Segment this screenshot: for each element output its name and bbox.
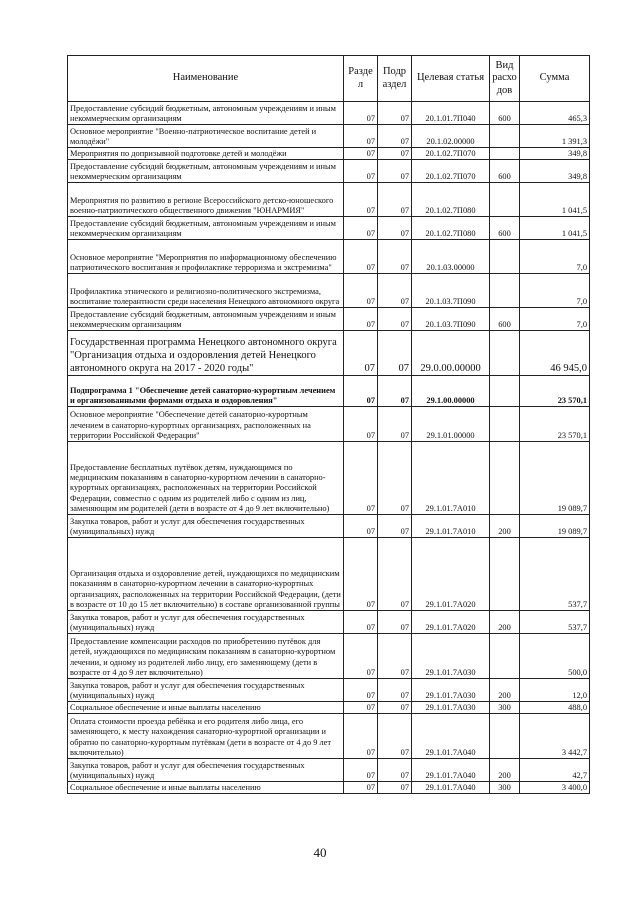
cell-expense-type: 200	[490, 515, 520, 538]
cell-section: 07	[344, 217, 378, 240]
cell-amount: 1 041,5	[520, 183, 590, 217]
cell-name: Подпрограмма 1 "Обеспечение детей санаторно-курортным лечением и организованными формами отдыха и оздоровления"	[68, 376, 344, 407]
cell-expense-type: 600	[490, 160, 520, 183]
cell-section: 07	[344, 515, 378, 538]
cell-section: 07	[344, 102, 378, 125]
cell-amount: 1 391,3	[520, 125, 590, 148]
cell-subsection: 07	[378, 148, 412, 160]
cell-target: 20.1.02.7П070	[412, 148, 490, 160]
table-row	[68, 759, 590, 782]
cell-section: 07	[344, 442, 378, 515]
header-section: Разде л	[344, 56, 378, 102]
cell-target: 20.1.02.7П080	[412, 217, 490, 240]
cell-expense-type	[490, 634, 520, 679]
cell-name: Профилактика этнического и религиозно-политического экстремизма, воспитание толерантности среди населения Ненецкого автономного округа	[68, 274, 344, 308]
cell-name: Предоставление субсидий бюджетным, автономным учреждениям и иным некоммерческим организациям	[68, 102, 344, 125]
cell-target: 20.1.01.7П040	[412, 102, 490, 125]
cell-name: Основное мероприятие "Мероприятия по информационному обеспечению патриотического воспитания и профилактике терроризма и экстремизма"	[68, 240, 344, 274]
cell-name: Организация отдыха и оздоровление детей, нуждающихся по медицинским показаниям в санаторно-курортном лечении в санаторно-курортных организациях, расположенных на территории Российской Федерации, (дети в возрасте от 10 до 15 лет включительно) в составе организованной группы	[68, 538, 344, 611]
table-row	[68, 634, 590, 679]
cell-target: 29.1.01.7А040	[412, 782, 490, 794]
cell-subsection: 07	[378, 515, 412, 538]
cell-subsection: 07	[378, 240, 412, 274]
cell-name: Закупка товаров, работ и услуг для обеспечения государственных (муниципальных) нужд	[68, 759, 344, 782]
cell-amount: 7,0	[520, 240, 590, 274]
cell-expense-type	[490, 125, 520, 148]
cell-name: Социальное обеспечение и иные выплаты населению	[68, 782, 344, 794]
cell-expense-type	[490, 183, 520, 217]
cell-subsection: 07	[378, 442, 412, 515]
cell-amount: 7,0	[520, 308, 590, 331]
cell-section: 07	[344, 148, 378, 160]
table-row	[68, 274, 590, 308]
table-row	[68, 308, 590, 331]
cell-target: 20.1.03.00000	[412, 240, 490, 274]
cell-amount: 488,0	[520, 702, 590, 714]
cell-target: 29.1.01.7А010	[412, 442, 490, 515]
cell-name: Закупка товаров, работ и услуг для обеспечения государственных (муниципальных) нужд	[68, 611, 344, 634]
cell-target: 29.1.01.7А040	[412, 714, 490, 759]
cell-section: 07	[344, 331, 378, 376]
cell-expense-type	[490, 538, 520, 611]
table-row	[68, 679, 590, 702]
cell-name: Основное мероприятие "Военно-патриотическое воспитание детей и молодёжи"	[68, 125, 344, 148]
cell-amount: 3 442,7	[520, 714, 590, 759]
cell-section: 07	[344, 702, 378, 714]
cell-expense-type: 200	[490, 759, 520, 782]
cell-target: 29.1.01.7А020	[412, 538, 490, 611]
cell-subsection: 07	[378, 679, 412, 702]
cell-subsection: 07	[378, 331, 412, 376]
cell-subsection: 07	[378, 308, 412, 331]
cell-subsection: 07	[378, 217, 412, 240]
cell-expense-type	[490, 376, 520, 407]
cell-name: Предоставление субсидий бюджетным, автономным учреждениям и иным некоммерческим организациям	[68, 217, 344, 240]
header-subsection: Подр аздел	[378, 56, 412, 102]
cell-section: 07	[344, 376, 378, 407]
cell-section: 07	[344, 782, 378, 794]
cell-target: 29.1.01.7А010	[412, 515, 490, 538]
cell-subsection: 07	[378, 183, 412, 217]
table-row	[68, 407, 590, 442]
cell-expense-type: 600	[490, 308, 520, 331]
cell-target: 29.1.01.7А030	[412, 679, 490, 702]
table-row	[68, 102, 590, 125]
cell-section: 07	[344, 679, 378, 702]
table-row	[68, 331, 590, 376]
cell-subsection: 07	[378, 634, 412, 679]
cell-section: 07	[344, 759, 378, 782]
header-target: Целевая статья	[412, 56, 490, 102]
cell-expense-type	[490, 331, 520, 376]
cell-name: Закупка товаров, работ и услуг для обеспечения государственных (муниципальных) нужд	[68, 679, 344, 702]
table-row	[68, 538, 590, 611]
cell-amount: 19 089,7	[520, 442, 590, 515]
cell-subsection: 07	[378, 125, 412, 148]
cell-amount: 7,0	[520, 274, 590, 308]
cell-expense-type	[490, 240, 520, 274]
cell-section: 07	[344, 714, 378, 759]
cell-amount: 3 400,0	[520, 782, 590, 794]
table-row	[68, 782, 590, 794]
cell-amount: 23 570,1	[520, 376, 590, 407]
cell-name: Оплата стоимости проезда ребёнка и его родителя либо лица, его заменяющего, к месту нахождения санаторно-курортной организации и обратно по санаторно-курортным путёвкам (дети в возрасте от 4 до 9 лет включительно)	[68, 714, 344, 759]
cell-target: 29.1.00.00000	[412, 376, 490, 407]
cell-target: 29.1.01.7А020	[412, 611, 490, 634]
cell-name: Предоставление компенсации расходов по приобретению путёвок для детей, нуждающихся по медицинским показаниям в санаторно-курортном лечении, и одному из родителей либо лицу, его заменяющему (дети в возрасте от 4 до 9 лет включительно)	[68, 634, 344, 679]
table-row	[68, 148, 590, 160]
cell-section: 07	[344, 611, 378, 634]
table-row	[68, 714, 590, 759]
cell-target: 20.1.02.00000	[412, 125, 490, 148]
cell-amount: 23 570,1	[520, 407, 590, 442]
cell-target: 29.1.01.7А030	[412, 634, 490, 679]
header-name: Наименование	[68, 56, 344, 102]
cell-target: 29.0.00.00000	[412, 331, 490, 376]
cell-section: 07	[344, 538, 378, 611]
cell-subsection: 07	[378, 611, 412, 634]
table-row	[68, 160, 590, 183]
cell-expense-type	[490, 148, 520, 160]
page-number: 40	[313, 845, 327, 860]
cell-amount: 500,0	[520, 634, 590, 679]
header-amount: Сумма	[520, 56, 590, 102]
cell-section: 07	[344, 308, 378, 331]
cell-amount: 12,0	[520, 679, 590, 702]
cell-section: 07	[344, 183, 378, 217]
table-row	[68, 376, 590, 407]
cell-subsection: 07	[378, 538, 412, 611]
cell-subsection: 07	[378, 407, 412, 442]
cell-amount: 46 945,0	[520, 331, 590, 376]
cell-expense-type: 600	[490, 217, 520, 240]
table-row	[68, 702, 590, 714]
cell-target: 20.1.02.7П080	[412, 183, 490, 217]
cell-target: 29.1.01.00000	[412, 407, 490, 442]
cell-name: Мероприятия по развитию в регионе Всероссийского детско-юношеского военно-патриотического общественного движения "ЮНАРМИЯ"	[68, 183, 344, 217]
cell-subsection: 07	[378, 759, 412, 782]
cell-section: 07	[344, 274, 378, 308]
cell-amount: 1 041,5	[520, 217, 590, 240]
cell-expense-type: 200	[490, 679, 520, 702]
cell-target: 29.1.01.7А040	[412, 759, 490, 782]
cell-name: Предоставление субсидий бюджетным, автономным учреждениям и иным некоммерческим организациям	[68, 160, 344, 183]
cell-amount: 42,7	[520, 759, 590, 782]
table-row	[68, 217, 590, 240]
cell-amount: 349,8	[520, 160, 590, 183]
cell-section: 07	[344, 125, 378, 148]
cell-expense-type: 600	[490, 102, 520, 125]
header-row	[68, 56, 590, 102]
cell-name: Социальное обеспечение и иные выплаты населению	[68, 702, 344, 714]
header-expense-type: Вид расхо дов	[490, 56, 520, 102]
cell-amount: 349,8	[520, 148, 590, 160]
table-row	[68, 183, 590, 217]
cell-name: Мероприятия по допризывной подготовке детей и молодёжи	[68, 148, 344, 160]
cell-name: Предоставление субсидий бюджетным, автономным учреждениям и иным некоммерческим организациям	[68, 308, 344, 331]
cell-section: 07	[344, 160, 378, 183]
cell-amount: 537,7	[520, 538, 590, 611]
table-body	[68, 102, 590, 794]
cell-subsection: 07	[378, 782, 412, 794]
cell-subsection: 07	[378, 160, 412, 183]
cell-name: Государственная программа Ненецкого автономного округа "Организация отдыха и оздоровления детей Ненецкого автономного округа на 2017 - 2020 годы"	[68, 331, 344, 376]
cell-target: 20.1.03.7П090	[412, 274, 490, 308]
cell-name: Закупка товаров, работ и услуг для обеспечения государственных (муниципальных) нужд	[68, 515, 344, 538]
cell-expense-type	[490, 442, 520, 515]
cell-target: 20.1.03.7П090	[412, 308, 490, 331]
table-row	[68, 125, 590, 148]
cell-section: 07	[344, 634, 378, 679]
cell-amount: 465,3	[520, 102, 590, 125]
table-row	[68, 611, 590, 634]
cell-expense-type	[490, 274, 520, 308]
cell-name: Предоставление бесплатных путёвок детям, нуждающимся по медицинским показаниям в санаторно-курортном лечении в санаторно-курортных организациях, расположенных на территории Российской Федерации, совместно с одним из родителей либо с одним из лиц, заменяющим им родителей (дети в возрасте от 4 до 9 лет включительно)	[68, 442, 344, 515]
cell-target: 20.1.02.7П070	[412, 160, 490, 183]
table-row	[68, 240, 590, 274]
cell-subsection: 07	[378, 102, 412, 125]
cell-target: 29.1.01.7А030	[412, 702, 490, 714]
table-row	[68, 515, 590, 538]
cell-expense-type	[490, 714, 520, 759]
cell-subsection: 07	[378, 702, 412, 714]
table-row	[68, 442, 590, 515]
cell-expense-type: 200	[490, 611, 520, 634]
cell-expense-type: 300	[490, 702, 520, 714]
cell-section: 07	[344, 407, 378, 442]
cell-expense-type	[490, 407, 520, 442]
cell-amount: 19 089,7	[520, 515, 590, 538]
cell-expense-type: 300	[490, 782, 520, 794]
cell-section: 07	[344, 240, 378, 274]
cell-subsection: 07	[378, 274, 412, 308]
budget-table	[67, 55, 590, 794]
cell-name: Основное мероприятие "Обеспечение детей санаторно-курортным лечением в санаторно-курортных организациях, расположенных на территории Российской Федерации"	[68, 407, 344, 442]
cell-subsection: 07	[378, 714, 412, 759]
cell-amount: 537,7	[520, 611, 590, 634]
cell-subsection: 07	[378, 376, 412, 407]
